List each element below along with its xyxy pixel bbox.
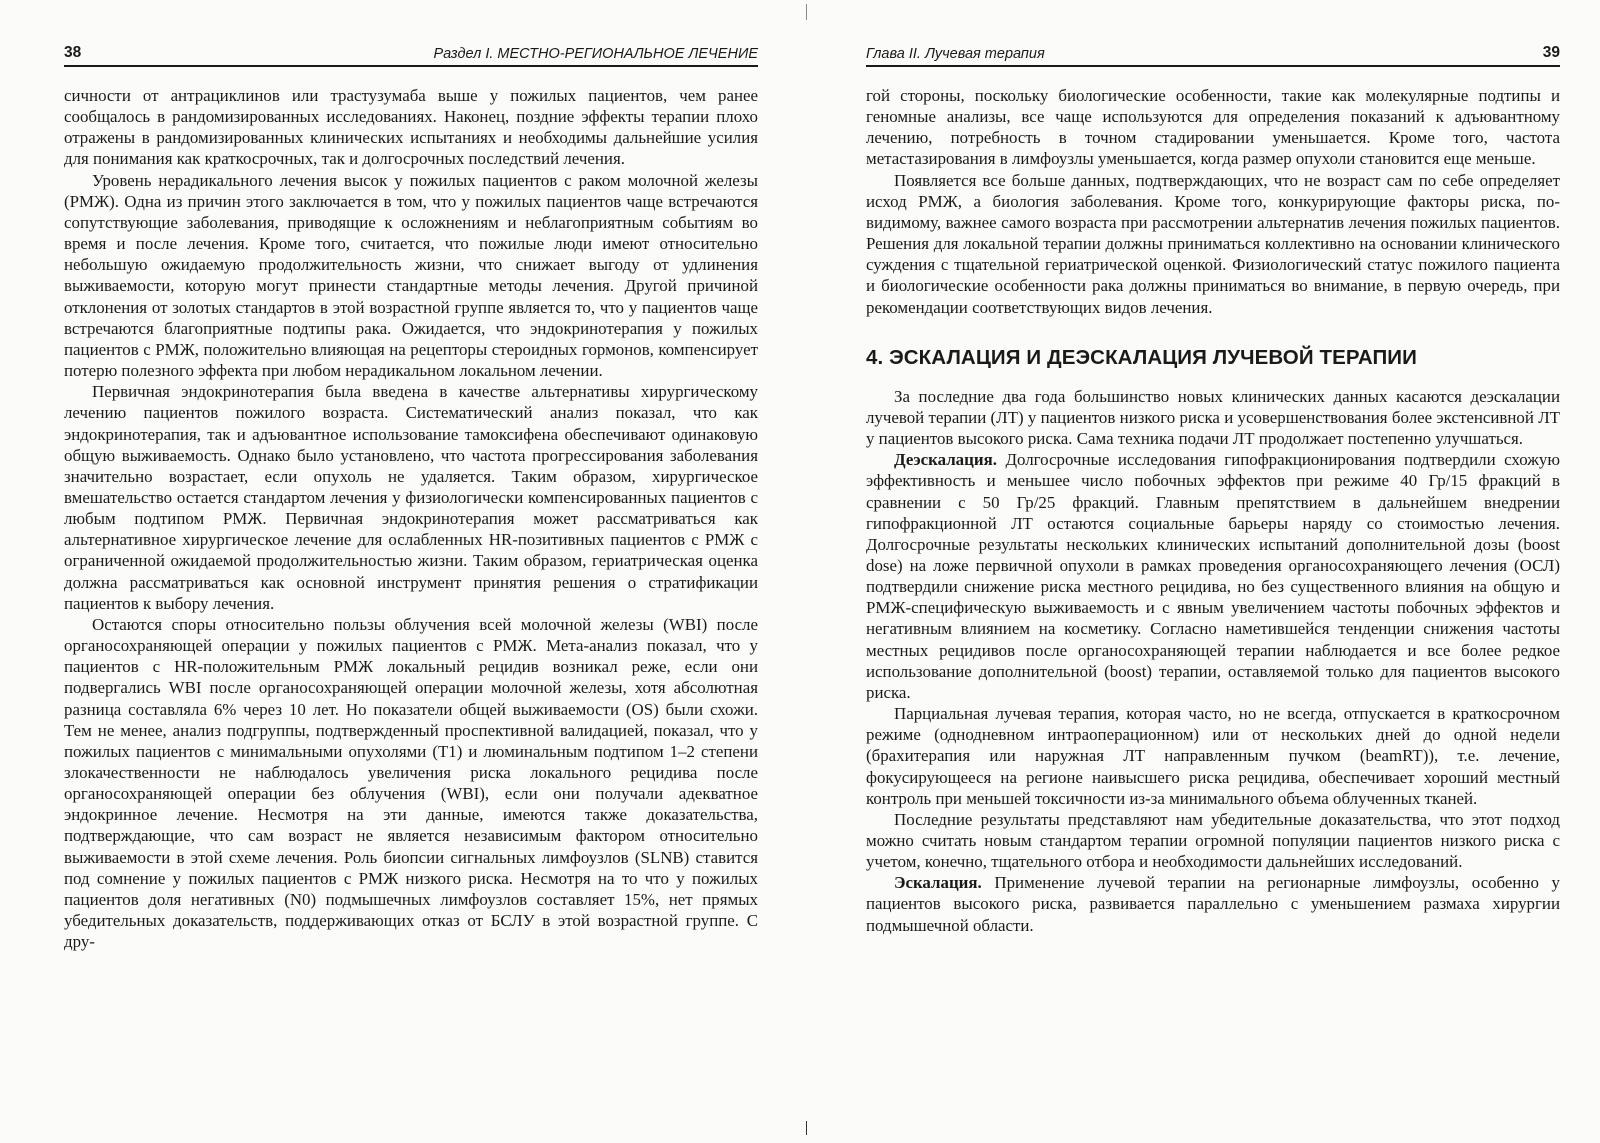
left-paragraph-2: Уровень нерадикального лечения высок у пожилых пациентов с раком молочной железы (РМЖ). Одна из причин этого заключается в том, что у пожилых пациентов чаще встречаются сопутствующие заболевания, приводящие к осложнениям и неблагоприятным событиям во время и после лечения. Кроме того, считается, что пожилые люди имеют относительно небольшую ожидаемую продолжительность жизни, что снижает выгоду от удлинения выживаемости, которую могут принести стандартные методы лечения. Другой причиной отклонения от золотых стандартов в этой возрастной группе является то, что у пациентов чаще встречаются благоприятные подтипы рака. Ожидается, что эндокринотерапия у пожилых пациентов с РМЖ, положительно влияющая на рецепторы стероидных гормонов, компенсирует потерю полезного эффекта при любом нерадикальном локальном лечении. [64,170,758,381]
right-page-body [866,85,1560,936]
left-paragraph-4: Остаются споры относительно пользы облучения всей молочной железы (WBI) после органосохраняющей операции у пожилых пациентов с РМЖ. Мета-анализ показал, что у пациентов с HR-положительным РМЖ локальный рецидив возникал реже, если они подвергались WBI после органосохраняющей операции молочной железы, хотя абсолютная разница составляла 6% через 10 лет. Но показатели общей выживаемости (OS) были схожи. Тем не менее, анализ подгруппы, подтвержденный проспективной валидацией, показал, что у пожилых пациентов с минимальными опухолями (T1) и люминальным подтипом 1–2 степени злокачественности не наблюдалось увеличения риска локального рецидива после органосохраняющей операции без облучения (WBI), если они получали адекватное эндокринное лечение. Несмотря на эти данные, имеются также доказательства, подтверждающие, что сам возраст не является независимым фактором относительно выживаемости в этой схеме лечения. Роль биопсии сигнальных лимфоузлов (SLNB) ставится под сомнение у пожилых пациентов с РМЖ низкого риска. Несмотря на то что у пожилых пациентов доля негативных (N0) подмышечных лимфоузлов составляет 15%, нет прямых убедительных доказательств, поддерживающих отказ от БСЛУ в этой возрастной группе. С дру- [64,614,758,952]
escalation-runin: Эскалация. [894,873,982,893]
section-heading: 4. ЭСКАЛАЦИЯ И ДЕЭСКАЛАЦИЯ ЛУЧЕВОЙ ТЕРАПИИ [866,345,1417,369]
left-paragraph-1: сичности от антрациклинов или трастузумаба выше у пожилых пациентов, чем ранее сообщалось в рандомизированных исследованиях. Наконец, поздние эффекты терапии плохо отражены в рандомизированных клинических испытаниях и необходимы дальнейшие усилия для понимания как краткосрочных, так и долгосрочных последствий лечения. [64,86,758,169]
escalation-text: Применение лучевой терапии на регионарные лимфоузлы, особенно у пациентов высокого риска, развивается параллельно с уменьшением размаха хирургии подмышечной области. [866,873,1560,935]
right-paragraph-2: Появляется все больше данных, подтверждающих, что не возраст сам по себе определяет исход РМЖ, а биология заболевания. Кроме того, конкурирующие факторы риска, по-видимому, важнее самого возраста при рассмотрении альтернатив лечения пожилых пациентов. Решения для локальной терапии должны приниматься коллективно на основании клинического суждения с тщательной гериатрической оценкой. Физиологический статус пожилого пациента и биологические особенности рака должны приниматься во внимание, в первую очередь, при рекомендации соответствующих видов лечения. [866,170,1560,317]
gutter-mark-bottom [806,1121,807,1135]
deescalation-paragraph [866,449,1560,703]
right-paragraph-1: гой стороны, поскольку биологические особенности, такие как молекулярные подтипы и геномные анализы, все чаще используются для определения показаний к адъювантному лечению, потребность в точном стадировании уменьшается. Кроме того, частота метастазирования в лимфоузлы уменьшается, когда размер опухоли становится еще меньше. [866,86,1560,169]
recent-results-paragraph: Последние результаты представляют нам убедительные доказательства, что этот подход можно считать новым стандартом терапии огромной популяции пациентов низкого риска с учетом, конечно, тщательного отбора и необходимости дальнейших исследований. [866,809,1560,872]
escalation-paragraph [866,872,1560,935]
right-page-header [866,44,1560,67]
gutter-mark-top [806,4,807,20]
left-page-header [64,44,758,67]
right-running-head: Глава II. Лучевая терапия [866,46,1045,62]
left-page-number: 38 [64,44,82,61]
partial-rt-paragraph: Парциальная лучевая терапия, которая часто, но не всегда, отпускается в краткосрочном режиме (однодневном интраоперационном) или от нескольких дней до одной недели (брахитерапия или наружная ЛТ направленным пучком (beamRT)), т.е. лечение, фокусирующееся на регионе наивысшего риска рецидива, обеспечивает хороший местный контроль при меньшей токсичности из-за минимального объема облученных тканей. [866,704,1560,808]
left-paragraph-3: Первичная эндокринотерапия была введена в качестве альтернативы хирургическому лечению пациентов пожилого возраста. Систематический анализ показал, что как эндокринотерапия, так и адъювантное использование тамоксифена обеспечивают одинаковую общую выживаемость. Однако было установлено, что частота прогрессирования заболевания значительно возрастает, если опухоль не удаляется. Таким образом, хирургическое вмешательство остается стандартом лечения у физиологически компенсированных пациентов с любым подтипом РМЖ. Первичная эндокринотерапия может рассматриваться как альтернативное хирургическое лечение для ослабленных HR-позитивных пациентов с РМЖ с ограниченной ожидаемой продолжительностью жизни. Таким образом, гериатрическая оценка должна рассматриваться как основной инструмент принятия решения о стратификации пациентов к выбору лечения. [64,382,758,613]
right-page [866,44,1560,936]
right-page-number: 39 [1542,44,1560,61]
section-intro-paragraph: За последние два года большинство новых клинических данных касаются деэскалации лучевой терапии (ЛТ) у пациентов низкого риска и усовершенствования более экстенсивной ЛТ у пациентов высокого риска. Сама техника подачи ЛТ продолжает постепенно улучшаться. [866,386,1560,449]
deescalation-runin: Деэскалация. [894,450,997,470]
deescalation-text: Долгосрочные исследования гипофракционирования подтвердили схожую эффективность и меньшее число побочных эффектов при режиме 40 Гр/15 фракций в сравнении с 50 Гр/25 фракций. Главным препятствием в дальнейшем внедрении гипофракционной ЛТ остаются социальные барьеры наряду со стоимостью лечения. Долгосрочные результаты нескольких клинических испытаний дополнительной дозы (boost dose) на ложе первичной опухоли в рамках проведения органосохраняющего лечения (ОСЛ) подтвердили снижение риска местного рецидива, но без существенного влияния на общую и РМЖ-специфическую выживаемость и с явным увеличением частоты побочных эффектов и негативным влиянием на косметику. Согласно наметившейся тенденции снижения частоты местных рецидивов после органосохраняющей терапии наблюдается и все более редкое использование дополнительной (boost) терапии, оставляемой только для пациентов высокого риска. [866,450,1560,702]
left-running-head: Раздел I. МЕСТНО-РЕГИОНАЛЬНОЕ ЛЕЧЕНИЕ [433,46,758,62]
left-page-body [64,85,758,952]
left-page [64,44,758,952]
